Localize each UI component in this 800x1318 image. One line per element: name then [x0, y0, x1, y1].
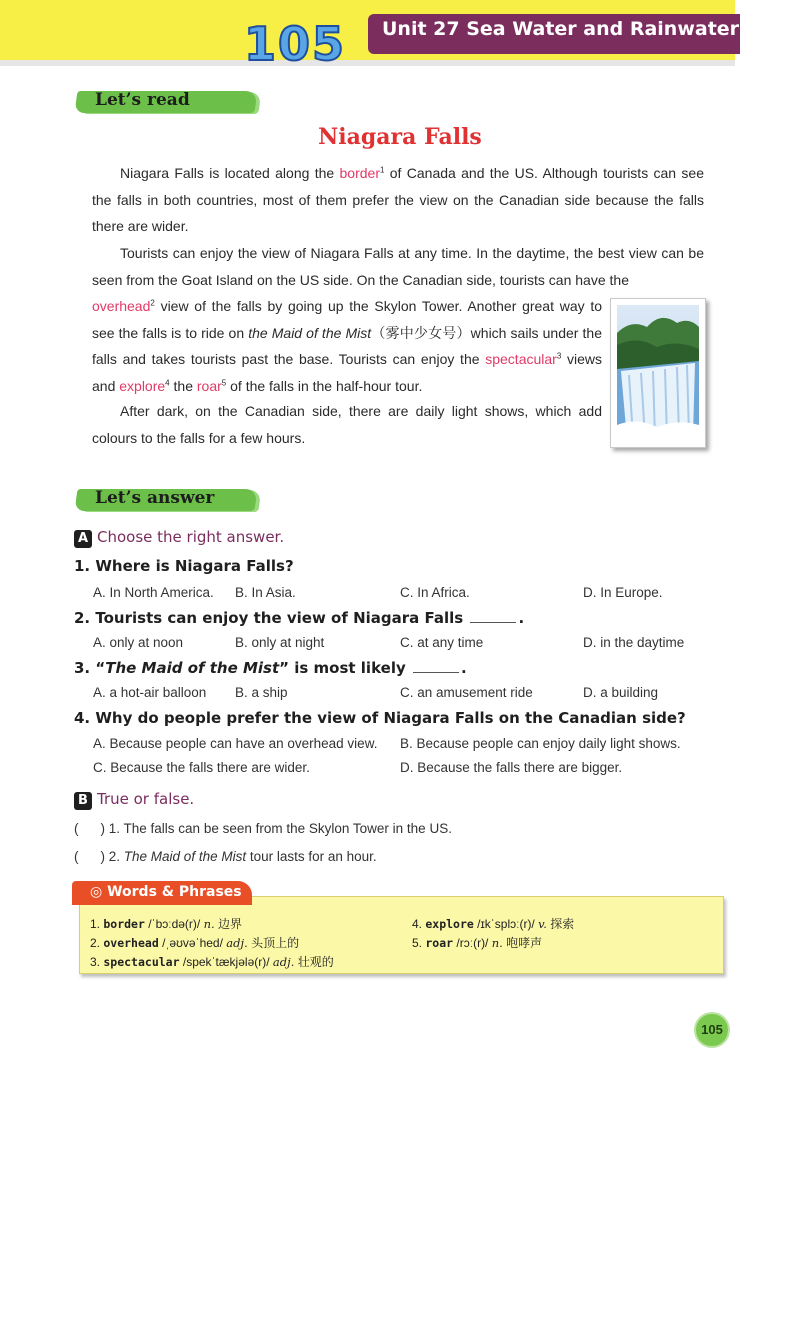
q2-option-d[interactable]: D. in the daytime	[583, 635, 685, 650]
glossary-word-overhead[interactable]: overhead	[92, 298, 151, 314]
part-b-title: B True or false.	[74, 790, 194, 810]
q2-option-a[interactable]: A. only at noon	[93, 635, 184, 650]
glossary-word-spectacular[interactable]: spectacular	[485, 351, 557, 367]
q3-option-a[interactable]: A. a hot-air balloon	[93, 685, 207, 700]
question-1: 1. Where is Niagara Falls?	[74, 557, 294, 575]
glossary-word-border[interactable]: border	[339, 165, 380, 181]
paragraph-1: Niagara Falls is located along the border$^1$ of Canada and the US. Although tourists can see the falls in both countries, most of them prefer the view on the Canadian side because the falls there are wider.	[92, 165, 704, 234]
tf-answer-box[interactable]: ( )	[74, 821, 105, 836]
niagara-falls-picture	[610, 298, 706, 448]
question-2: 2. Tourists can enjoy the view of Niagara Falls .	[74, 609, 525, 627]
q1-option-c[interactable]: C. In Africa.	[400, 585, 470, 600]
tf-item-2: ( ) 2. The Maid of the Mist tour lasts for an hour.	[74, 849, 377, 864]
paragraph-2-intro: Tourists can enjoy the view of Niagara Falls at any time. In the daytime, the best view can be seen from the Goat Island on the US side. On the Canadian side, tourists can have the	[92, 245, 704, 288]
part-a-title: A Choose the right answer.	[74, 528, 284, 548]
tf-answer-box[interactable]: ( )	[74, 849, 105, 864]
answer-blank[interactable]	[470, 608, 516, 623]
boat-name: the Maid of the Mist	[248, 324, 372, 341]
vocab-entry-3: 3. spectacular /spekˈtækjələ(r)/ adj. 壮观的	[90, 955, 334, 969]
vocab-entry-4: 4. explore /ɪkˈsplɔː(r)/ v. 探索	[412, 917, 575, 931]
vocab-entry-5: 5. roar /rɔː(r)/ n. 咆哮声	[412, 936, 543, 950]
question-3: 3. “The Maid of the Mist” is most likely .	[74, 659, 467, 677]
vocab-entry-1: 1. border /ˈbɔːdə(r)/ n. 边界	[90, 917, 243, 931]
glossary-word-roar[interactable]: roar	[196, 377, 222, 394]
header-shadow	[0, 60, 735, 66]
q3-option-c[interactable]: C. an amusement ride	[400, 685, 533, 700]
q1-option-d[interactable]: D. In Europe.	[583, 585, 663, 600]
words-phrases-label: ◎ Words & Phrases	[90, 884, 242, 900]
paragraph-3: After dark, on the Canadian side, there are daily light shows, which add colours to the falls for a few hours.	[92, 403, 602, 446]
waterfall-illustration	[617, 305, 699, 441]
read-section-label: Let’s read	[95, 90, 190, 110]
q4-option-d[interactable]: D. Because the falls there are bigger.	[400, 760, 623, 775]
q3-option-d[interactable]: D. a building	[583, 685, 659, 700]
q4-option-a[interactable]: A. Because people can have an overhead view.	[93, 736, 378, 751]
paragraph-2: overhead$^2$ view of the falls by going up the Skylon Tower. Another great way to see the falls is to ride on the Maid of the Mist（雾中少女号）which sails under the falls and takes tourists past the base. Tourists can enjoy the spectacular$^3$ views and explore$^4$ the roar$^5$ of the falls in the half-hour tour.	[92, 298, 602, 394]
lesson-number: 105	[244, 17, 347, 71]
tf-item-1: ( ) 1. The falls can be seen from the Skylon Tower in the US.	[74, 821, 452, 836]
answer-blank[interactable]	[413, 658, 459, 673]
q2-option-c[interactable]: C. at any time	[400, 635, 484, 650]
glossary-word-explore[interactable]: explore	[119, 377, 166, 394]
page-number: 105	[694, 1012, 730, 1048]
q4-option-c[interactable]: C. Because the falls there are wider.	[93, 760, 310, 775]
q1-option-a[interactable]: A. In North America.	[93, 585, 214, 600]
q2-option-b[interactable]: B. only at night	[235, 635, 325, 650]
answer-section-label: Let’s answer	[95, 488, 215, 508]
article-title: Niagara Falls	[318, 124, 482, 150]
q4-option-b[interactable]: B. Because people can enjoy daily light shows.	[400, 736, 681, 751]
vocab-entry-2: 2. overhead /ˌəʊvəˈhed/ adj. 头顶上的	[90, 936, 300, 950]
unit-title: Unit 27 Sea Water and Rainwater	[382, 18, 740, 40]
question-4: 4. Why do people prefer the view of Niagara Falls on the Canadian side?	[74, 709, 686, 727]
q1-option-b[interactable]: B. In Asia.	[235, 585, 296, 600]
q3-option-b[interactable]: B. a ship	[235, 685, 288, 700]
